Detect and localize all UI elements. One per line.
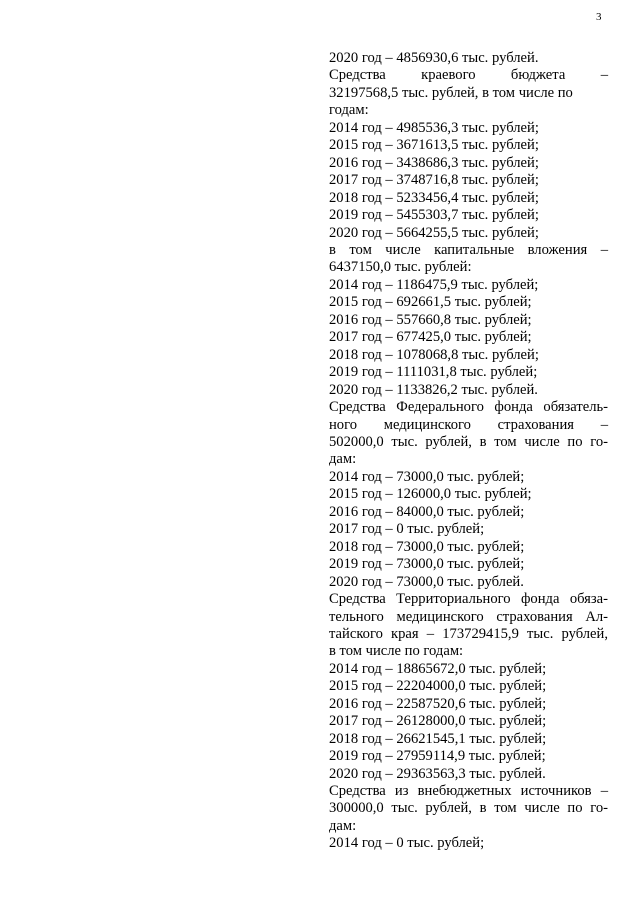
text-line: Средства Территориального фонда обяза- (329, 591, 608, 608)
text-line: 2019 год – 27959114,9 тыс. рублей; (329, 748, 546, 765)
text-line: дам: (329, 451, 357, 468)
text-line: 502000,0 тыс. рублей, в том числе по го- (329, 433, 608, 450)
text-line: 2016 год – 84000,0 тыс. рублей; (329, 503, 525, 520)
text-line: 2018 год – 1078068,8 тыс. рублей; (329, 346, 539, 363)
text-line: годам: (329, 102, 369, 119)
text-column (329, 50, 608, 853)
text-line: 2015 год – 3671613,5 тыс. рублей; (329, 137, 539, 154)
text-line: 2020 год – 29363563,3 тыс. рублей. (329, 765, 546, 782)
text-line: 32197568,5 тыс. рублей, в том числе по (329, 84, 573, 101)
text-line: 2017 год – 3748716,8 тыс. рублей; (329, 172, 539, 189)
text-line: 2016 год – 22587520,6 тыс. рублей; (329, 695, 547, 712)
text-line: 300000,0 тыс. рублей, в том числе по го- (329, 800, 608, 817)
text-line: 2017 год – 677425,0 тыс. рублей; (329, 329, 532, 346)
text-line: 2014 год – 73000,0 тыс. рублей; (329, 468, 525, 485)
text-line: 2015 год – 22204000,0 тыс. рублей; (329, 678, 547, 695)
text-line: 2016 год – 3438686,3 тыс. рублей; (329, 154, 539, 171)
text-line: 2019 год – 1111031,8 тыс. рублей; (329, 364, 538, 381)
text-line: 2014 год – 18865672,0 тыс. рублей; (329, 660, 547, 677)
text-line: 2014 год – 1186475,9 тыс. рублей; (329, 276, 539, 293)
text-line: 2014 год – 4985536,3 тыс. рублей; (329, 119, 539, 136)
text-line: 2017 год – 26128000,0 тыс. рублей; (329, 713, 547, 730)
text-line: 2017 год – 0 тыс. рублей; (329, 521, 485, 538)
text-line: 2020 год – 1133826,2 тыс. рублей. (329, 381, 538, 398)
text-line: 2019 год – 73000,0 тыс. рублей; (329, 556, 525, 573)
text-line: 2014 год – 0 тыс. рублей; (329, 835, 485, 852)
text-line: 2016 год – 557660,8 тыс. рублей; (329, 311, 532, 328)
page-number: 3 (596, 11, 602, 23)
text-line: 2018 год – 73000,0 тыс. рублей; (329, 538, 525, 555)
text-line: 2015 год – 126000,0 тыс. рублей; (329, 486, 532, 503)
text-line: тельного медицинского страхования Ал- (329, 608, 608, 625)
text-line: 2020 год – 5664255,5 тыс. рублей; (329, 224, 539, 241)
text-line: в том числе капитальные вложения – (329, 241, 608, 258)
text-line: 2015 год – 692661,5 тыс. рублей; (329, 294, 532, 311)
text-line: 2018 год – 5233456,4 тыс. рублей; (329, 189, 539, 206)
text-line: Средства краевого бюджета – (329, 67, 608, 84)
text-line: дам: (329, 817, 357, 834)
text-line: 2020 год – 73000,0 тыс. рублей. (329, 573, 524, 590)
text-line: Средства Федерального фонда обязатель- (329, 399, 608, 416)
text-line: Средства из внебюджетных источников – (329, 783, 608, 800)
text-line: в том числе по годам: (329, 643, 464, 660)
text-line: 2018 год – 26621545,1 тыс. рублей; (329, 730, 547, 747)
text-line: ного медицинского страхования – (329, 416, 608, 433)
text-line: 2020 год – 4856930,6 тыс. рублей. (329, 50, 539, 66)
text-line: 2019 год – 5455303,7 тыс. рублей; (329, 207, 539, 224)
text-line: тайского края – 173729415,9 тыс. рублей, (329, 625, 608, 642)
text-line: 6437150,0 тыс. рублей: (329, 259, 472, 276)
